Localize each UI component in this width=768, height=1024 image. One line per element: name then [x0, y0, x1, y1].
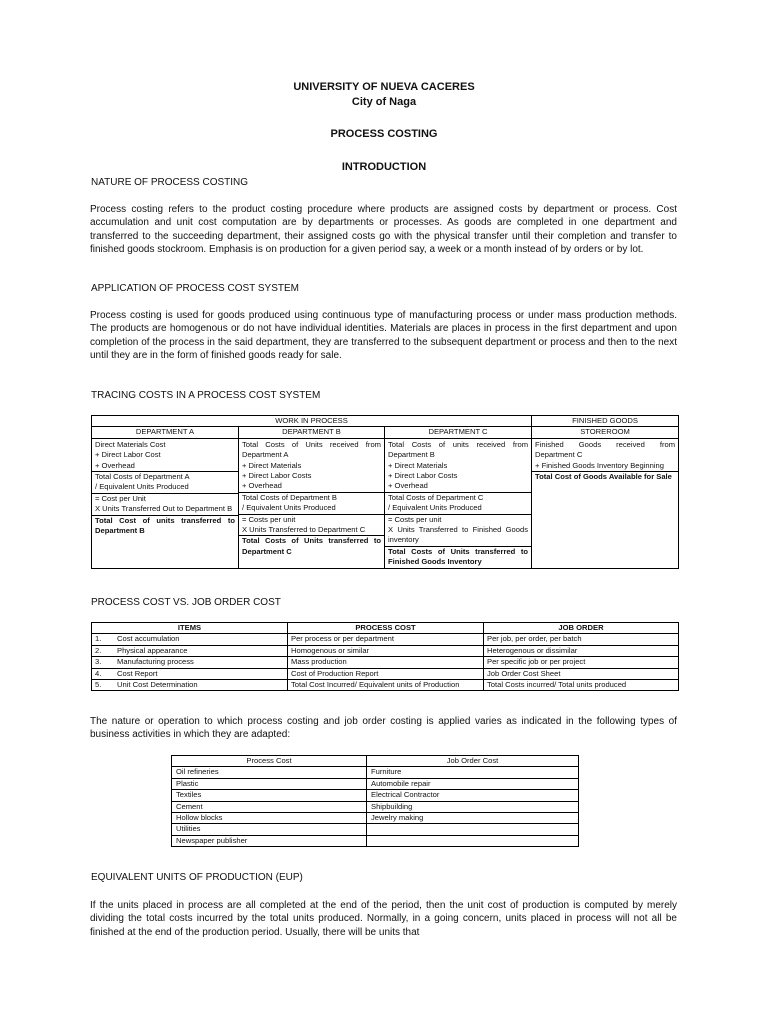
table-row [172, 813, 579, 824]
row-job: Per specific job or per project [484, 657, 679, 668]
dept-a-line: + Overhead [95, 460, 135, 470]
storeroom-total: Total Cost of Goods Available for Sale [535, 472, 672, 482]
job-order-cell: Automobile repair [367, 778, 579, 789]
dept-a-section [92, 493, 238, 515]
nature-heading: NATURE OF PROCESS COSTING [91, 177, 249, 188]
dept-a-line: + Direct Labor Cost [95, 450, 161, 460]
dept-c-line: Total Costs of Department C [388, 492, 484, 502]
dept-c-line: = Costs per unit [388, 514, 442, 524]
dept-c-line: + Direct Labor Costs [388, 471, 458, 481]
dept-b-line: = Costs per unit [242, 514, 296, 524]
table-row [92, 668, 679, 679]
row-job: Heterogenous or dissimilar [484, 645, 679, 656]
activities-intro: The nature or operation to which process costing and job order costing is applied varies as indicated in the following types of business activities in which they are adapted: [90, 716, 677, 741]
dept-c-section [385, 546, 531, 568]
city-subtitle: City of Naga [351, 96, 417, 108]
dept-b-line: Total Costs of Units received from Department A [242, 439, 381, 460]
university-title: UNIVERSITY OF NUEVA CACERES [293, 81, 475, 93]
job-order-cell: Electrical Contractor [367, 790, 579, 801]
table-row [172, 767, 579, 778]
tracing-heading: TRACING COSTS IN A PROCESS COST SYSTEM [91, 390, 321, 401]
dept-c-section [385, 514, 531, 546]
storeroom-line: + Finished Goods Inventory Beginning [535, 460, 664, 470]
process-cost-cell: Utilities [172, 824, 367, 835]
dept-b-line: + Direct Labor Costs [242, 471, 312, 481]
process-cost-cell: Hollow blocks [172, 813, 367, 824]
row-job: Total Costs incurred/ Total units produced [484, 680, 679, 691]
column-header: JOB ORDER [484, 623, 679, 634]
job-order-cell [367, 824, 579, 835]
dept-a-line: Direct Materials Cost [95, 439, 166, 449]
dept-c-total: Total Costs of Units transferred to Finished Goods Inventory [388, 546, 529, 567]
dept-b-cell [239, 438, 385, 568]
row-item: Physical appearance [117, 645, 188, 655]
table-row [172, 801, 579, 812]
dept-a-header: DEPARTMENT A [92, 427, 239, 438]
table-row [172, 790, 579, 801]
dept-b-section [239, 492, 384, 514]
dept-b-line: X Units Transferred to Department C [242, 525, 366, 535]
activities-table [171, 755, 579, 847]
column-header: ITEMS [92, 623, 288, 634]
job-order-cell: Furniture [367, 767, 579, 778]
column-header: PROCESS COST [288, 623, 484, 634]
row-number: 3. [95, 657, 102, 667]
dept-a-cell [92, 438, 239, 568]
row-number: 2. [95, 645, 102, 655]
process-cost-cell: Newspaper publisher [172, 835, 367, 846]
row-item: Unit Cost Determination [117, 680, 198, 690]
table-row [172, 835, 579, 846]
finished-goods-header: FINISHED GOODS [532, 416, 679, 427]
job-order-cell: Shipbuilding [367, 801, 579, 812]
dept-b-line: / Equivalent Units Produced [242, 503, 336, 513]
row-item: Cost Report [117, 668, 158, 678]
comparison-table [91, 622, 679, 691]
dept-b-section [239, 514, 384, 536]
column-header: Job Order Cost [367, 756, 579, 767]
job-order-cell: Jewelry making [367, 813, 579, 824]
row-process: Per process or per department [288, 634, 484, 645]
job-order-cell [367, 835, 579, 846]
row-process: Mass production [288, 657, 484, 668]
tracing-costs-table [91, 415, 679, 569]
dept-c-line: / Equivalent Units Produced [388, 503, 482, 513]
column-header: Process Cost [172, 756, 367, 767]
row-job: Per job, per order, per batch [484, 634, 679, 645]
row-item: Manufacturing process [117, 657, 194, 667]
table-row [172, 824, 579, 835]
dept-b-total: Total Costs of Units transferred to Department C [242, 536, 381, 556]
dept-a-total: Total Cost of units transferred to Department B [95, 515, 235, 536]
dept-b-line: + Direct Materials [242, 460, 302, 470]
dept-a-section [92, 471, 238, 493]
dept-a-line: = Cost per Unit [95, 493, 146, 503]
dept-a-line: Total Costs of Department A [95, 472, 190, 482]
application-paragraph: Process costing is used for goods produced using continuous type of manufacturing process or under mass production methods. The products are homogenous or do not have individual identities. Materials are places in process in the first department and upon completion of the process in the said department, they are transferred to the subsequent department or process and then to the next until they are in the form of finished goods ready for sale. [90, 310, 677, 362]
dept-c-header: DEPARTMENT C [385, 427, 532, 438]
storeroom-line: Finished Goods received from Department C [535, 439, 676, 460]
process-cost-cell: Oil refineries [172, 767, 367, 778]
table-row [92, 657, 679, 668]
table-row [92, 680, 679, 691]
row-process: Homogenous or similar [288, 645, 484, 656]
row-number: 1. [95, 634, 102, 644]
dept-b-line: Total Costs of Department B [242, 492, 337, 502]
row-process: Total Cost Incurred/ Equivalent units of Production [288, 680, 484, 691]
storeroom-cell [532, 438, 679, 568]
wip-header: WORK IN PROCESS [92, 416, 532, 427]
section-title: INTRODUCTION [341, 161, 427, 173]
dept-b-header: DEPARTMENT B [239, 427, 385, 438]
dept-c-section [385, 492, 531, 514]
dept-c-cell [385, 438, 532, 568]
process-cost-cell: Textiles [172, 790, 367, 801]
storeroom-section [532, 471, 678, 482]
eup-paragraph: If the units placed in process are all completed at the end of the period, then the unit cost of production is computed by merely dividing the total costs incurred by the total units produced. Normally, in a going concern, units placed in process will not all be finished at the end of the production period. Usually, there will be units that [90, 900, 677, 938]
row-job: Job Order Cost Sheet [484, 668, 679, 679]
process-cost-cell: Cement [172, 801, 367, 812]
topic-title: PROCESS COSTING [330, 128, 438, 140]
dept-c-line: + Direct Materials [388, 460, 448, 470]
dept-a-section [92, 515, 238, 537]
comparison-heading: PROCESS COST VS. JOB ORDER COST [91, 597, 281, 608]
table-row [92, 634, 679, 645]
eup-heading: EQUIVALENT UNITS OF PRODUCTION (EUP) [91, 872, 303, 883]
nature-paragraph: Process costing refers to the product costing procedure where products are assigned costs by department or process. Cost accumulation and unit cost computation are by departments or processes. As goods are completed in one department and transferred to the succeeding department, their assigned costs go with the physical transfer until their completion and transfer to finished goods stockroom. Emphasis is on production for a given period say, a week or a month instead of by orders or by lot. [90, 204, 677, 256]
row-number: 5. [95, 680, 102, 690]
dept-a-line: / Equivalent Units Produced [95, 482, 189, 492]
process-cost-cell: Plastic [172, 778, 367, 789]
dept-c-line: + Overhead [388, 481, 428, 491]
dept-c-line: Total Costs of units received from Department B [388, 439, 529, 460]
table-row [172, 778, 579, 789]
table-row [92, 645, 679, 656]
row-number: 4. [95, 668, 102, 678]
row-process: Cost of Production Report [288, 668, 484, 679]
dept-a-line: X Units Transferred Out to Department B [95, 504, 233, 514]
row-item: Cost accumulation [117, 634, 180, 644]
dept-b-section [239, 535, 384, 557]
dept-b-line: + Overhead [242, 481, 282, 491]
dept-c-line: X Units Transferred to Finished Goods inventory [388, 525, 529, 545]
storeroom-header: STOREROOM [532, 427, 679, 438]
application-heading: APPLICATION OF PROCESS COST SYSTEM [91, 283, 300, 294]
